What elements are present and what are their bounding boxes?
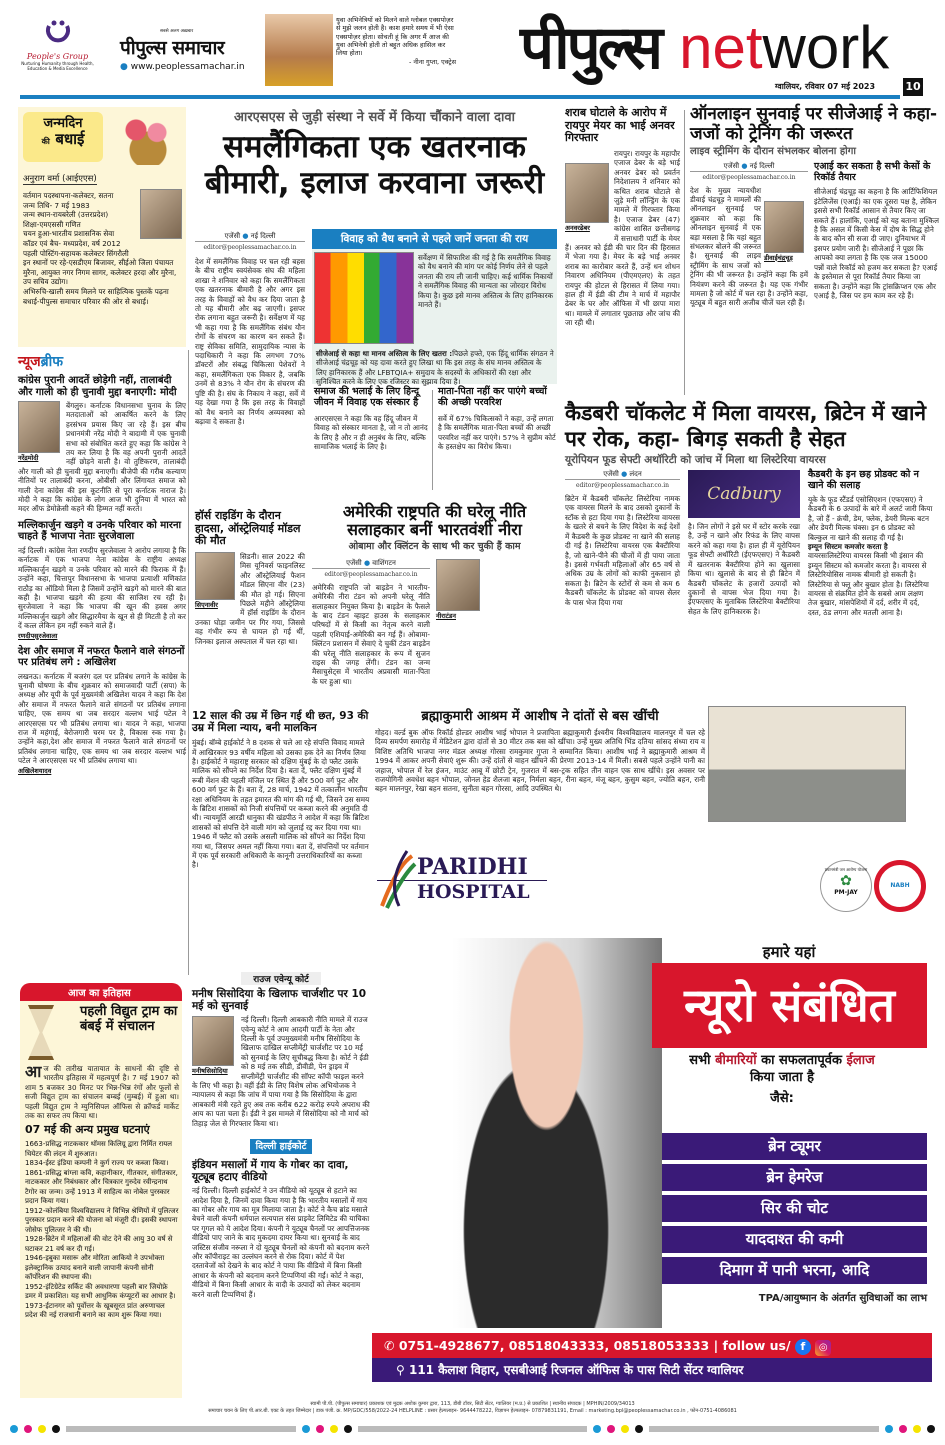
lead-byline: एजेंसी ● नई दिल्ली editor@peoplessamachar.co.in देश में समलैंगिक विवाह पर चल रही बहस के बीच राष्ट्रीय स्वयंसेवक संघ की महिला शाखा ने शनिवार को कहा कि समलैंगिकता एक खतरनाक बीमारी है और अगर इस तरह के विवाहों को वैध कर दिया जाता है तो यह बीमारी और बढ़ जाएगी। इसपर रोक लगाना बहुत जरूरी है। सर्वेक्षण में यह भी कहा गया है कि समलैंगिक संबंध यौन रोगों के संचरण का कारण बन सकते हैं। राष्ट्र सेविका समिति, सामुदायिक न्यास के पदाधिकारी ने कहा कि लगभग 70% डॉक्टरों और संबद्ध चिकित्सा पेशेवरों ने कहा, समलैंगिकता एक विकार है, जबकि उनमें से 83% ने यौन रोग के संचरण की पुष्टि की है। संघ के निकाय ने कहा, सर्वे में यह देखा गया है कि इस तरह के विवाहों को वैध बनाने का निर्णय अव्यवस्था को बढ़ावा दे सकता है। <box>195 232 305 426</box>
page-number: 10 <box>903 78 923 96</box>
woman-headache-photo <box>452 938 662 1328</box>
location-pin-icon: ⚲ <box>396 1363 405 1377</box>
history-body: आज की तारीख यातायात के साधनों की दृष्टि से भारतीय इतिहास में महत्वपूर्ण है। 7 मई 1907 को शाम 5 बजकर 30 मिनट पर भिन्न-भिन्न रंगों और फूलों से सजी विद्युत ट्राम का संचालन बम्बई (मुम्बई) में हुआ था। पहली विद्युत ट्राम ने म्युनिसिपल ऑफिस से क्रॉफर्ड मार्केट तक का सफर तय किया था। <box>25 1062 179 1121</box>
modi-photo <box>18 401 60 453</box>
ad-tagline: सभी बीमारियों का सफलतापूर्वक ईलाज किया जाता है जैसे: <box>689 1053 875 1106</box>
anwar-photo-wrap: अनवरढेबर <box>565 163 611 232</box>
cji-photo-wrap: डीवाईचंद्रचूड़ <box>764 201 808 262</box>
dateline: ग्वालियर, रविवार 07 मई 2023 <box>775 82 876 91</box>
birthday-details: वर्तमान पदस्थापना-कलेक्टर, सतना जन्म तिथि- 7 मई 1983 जन्म स्थान-रायबरेली (उत्तरप्रदेश) शिक्षा-एमएससी गणित चयन हुआ-भारतीय प्रशासनिक सेवा कॉडर एवं बैच- मध्यप्रदेश, वर्ष 2012 पहली पोस्टिंग-सहायक कलेक्टर सिंगरौली इन स्थानों पर रहे-एसडीएम बिजावर, सीईओ जिला पंचायत मुरैना, आयुक्त नगर निगम सागर, कलेक्टर हरदा और मुरैना, उप सचिव उद्योग। अभिरुचि-खाली समय मिलने पर साहित्यिक पुस्तकें पढ़ना बधाई-पीपुल्स समाचार परिवार की ओर से बधाई। <box>23 191 177 306</box>
brief-item: देश और समाज में नफरत फैलाने वाले संगठनों पर प्रतिबंध लगे : अखिलेश लखनऊ। कर्नाटक में बजरंग दल पर प्रतिबंध लगाने के कांग्रेस के चुनावी घोषणा के बीच शुक्रवार को समाजवादी पार्टी (सपा) के अध्यक्ष और यूपी के पूर्व मुख्यमंत्री अखिलेश यादव ने कहा कि देश और समाज में नफरत फैलाने वाले संगठनों पर प्रतिबंध लगाना चाहिए, एक समय था जब सरदार वल्लभ भाई पटेल ने आरएसएस पर भी प्रतिबंध लगाया था। यादव ने कहा, भाजपा राज में महंगाई, बेरोजगारी चरम पर है, विकास रुक गया है। उन्होंने कहा,देश और समाज में नफरत फैलाने वाले संगठनों पर प्रतिबंध लगाना चाहिए, एक समय था जब सरदार वल्लभ भाई पटेल ने आरएसएस पर भी प्रतिबंध लगाया था। अखिलेशयादव <box>18 645 186 775</box>
history-box: आज का इतिहास पहली विद्युत ट्राम का बंबई में संचालन आज की तारीख यातायात के साधनों की दृष्टि से भारतीय इतिहास में महत्वपूर्ण है। 7 मई 1907 को शाम 5 बजकर 30 मिनट पर भिन्न-भिन्न रंगों और फूलों से सजी विद्युत ट्राम का संचालन बम्बई (मुम्बई) में हुआ था। पहली विद्युत ट्राम ने म्युनिसिपल ऑफिस से क्रॉफर्ड मार्केट तक का सफर तय किया था। 07 मई की अन्य प्रमुख घटनाएं 1663-प्रसिद्ध नाटककार थॉमस किलिग्रू द्वारा निर्मित रायल थियेटर की लंदन में शुरुआत। 1834-ईस्ट इंडिया कम्पनी ने कुर्ग राज्य पर कब्जा किया। 1861-प्रसिद्ध बांग्ला कवि, कहानीकार, गीतकार, संगीतकार, नाटककार और निबंधकार और चित्रकार गुरुदेव रवीन्द्रनाथ टैगोर का जन्म। उन्हें 1913 में साहित्य का नोबेल पुरस्कार प्रदान किया गया। 1912-कोलंबिया विश्वविद्यालय ने विभिन्न श्रेणियों में पुलित्जर पुरस्कार प्रदान करने की योजना को मंजूरी दी। इसकी स्थापना जोसेफ पुलित्जर ने की थी। 1928-ब्रिटेन में महिलाओं की वोट देने की आयु 30 वर्ष से घटाकर 21 वर्ष कर दी गई। 1946-इबुका मसारू और मोरिता आकियो ने उपभोक्ता इलेक्ट्रानिक उत्पाद बनाने वाली जापानी कंपनी सोनी कॉर्पोरेशन की स्थापना की। 1952-इंटिग्रेटेड सर्किट की अवधारणा पहली बार जियोफ्रे डमर में प्रकाशित। यह सभी आधुनिक कंप्यूटरों का आधार है। 1973-ईटानगर को पूर्वोत्तर के खूबसूरत प्रांत अरुणाचल प्रदेश की नई राजधानी बनाने का काम शुरू किया गया। <box>20 983 182 1398</box>
siena-photo-wrap: सिएनावीर <box>195 552 237 609</box>
flower-basket-icon <box>118 115 178 165</box>
column-divider <box>684 110 685 395</box>
quote-photo <box>265 14 333 86</box>
sisodia-photo <box>192 1016 234 1066</box>
phone-icon: ✆ <box>384 1338 395 1353</box>
anwar-photo <box>565 163 609 223</box>
ad-contact-bar: ✆ 0751-4928677, 08518043333, 08518053333 | follow us/ f ◎ <box>372 1333 932 1358</box>
instagram-icon[interactable]: ◎ <box>815 1340 831 1356</box>
masthead-title: पीपुल्स network <box>520 13 890 83</box>
group-logo-icon <box>43 18 73 48</box>
neera-photo <box>436 559 480 611</box>
nabh-badge: NABH <box>874 860 926 912</box>
sisodia-story: राउज एवेन्यू कोर्ट मनीष सिसोदिया के खिलाफ चार्जशीट पर 10 मई को सुनवाई मनीषसिसोदिया नई दिल्ली। दिल्ली आबकारी नीति मामले में राउज एवेन्यू कोर्ट ने आम आदमी पार्टी के नेता और दिल्ली के पूर्व उपमुख्यमंत्री मनीष सिसोदिया के खिलाफ दाखिल सप्लीमेंट्री चार्जशीट पर 10 मई को सुनवाई के लिए सूचीबद्ध किया है। कोर्ट ने ईडी को 8 मई तक सीडी, डीवीडी, पेन ड्राइव में सप्लीमेंट्री चार्जशीट की सॉफ्ट कॉपी फाइल करने के लिए भी कहा है। वहीं ईडी के लिए विशेष लोक अभियोजक ने न्यायालय से कहा कि जांच में पाया गया है कि सिसोदिया के द्वारा आबकारी मंत्री रहते हुए अब तक करीब 622 करोड़ रुपये अपराध की आय का पता चला है। ईडी ने इस मामले में सिसोदिया को नौ मार्च को तिहाड़ जेल से गिरफ्तार किया था। <box>192 972 370 1128</box>
lead-sub2: माता-पिता नहीं कर पाएंगे बच्चों की अच्छी परवरिश सर्वे में 67% चिकित्सकों ने कहा, उन्हें लगता है कि समलैंगिक माता-पिता बच्चों की अच्छी परवरिश नहीं कर पाएंगे। 57% ने सुप्रीम कोर्ट के हस्तक्षेप का विरोध किया। <box>438 386 556 452</box>
birthday-title: जन्मदिन की बधाई <box>23 112 103 162</box>
paridhi-hospital-ad: PARIDHI HOSPITAL प्रधानमंत्री जन आरोग्य योजना ✿ PM-JAY NABH हमारे यहां न्यूरो संबंधित सभी बीमारियों का सफलतापूर्वक ईलाज किया जाता है जैसे: ब्रेन ट्यूमर ब्रेन हेमरेज सिर की चोट याददाश्त की कमी दिमाग में पानी भरना, आदि TPA/आयुष्मान के अंतर्गत सुविधाओं का लाभ ✆ 0751-4928677, 08518043333, 08518053333 | follow us/ f ◎ ⚲ 111 कैलाश विहार, एसबीआई रिजनल ऑफिस के पास सिटी सेंटर ग्वालियर <box>372 828 937 1396</box>
column-divider <box>188 350 189 975</box>
cadbury-story: कैडबरी चॉकलेट में मिला वायरस, ब्रिटेन में खाने पर रोक, कहा- बिगड़ सकती है सेहत यूरोपियन फूड सेफ्टी अथॉरिटी को जांच में मिला था लिस्टेरिया वायरस एजेंसी ● लंदन editor@peoplessamachar.co.in ब्रिटेन में कैडबरी चॉकलेट लिस्टेरिया नामक एक वायरस मिलने के बाद उसको दुकानों के स्टॉक से हटा दिया गया है। लिस्टेरिया वायरस के खतरे से बचने के लिए विदेश के कई देशों में कैडबरी के कुछ प्रोडक्ट ना खाने की सलाह दी गई है। लिस्टेरिया वायरस एक बैक्टीरिया है, जो खाने-पीने की चीजों में ही पाया जाता है। इससे गर्भवती महिलाओं और 65 वर्ष से अधिक उम्र के लोगों को काफी नुकसान हो सकता है। ब्रिटेन के स्टोरों से कम से कम 6 कैडबरी चॉकलेट के प्रोडक्ट को वापस सेलर के पास भेज दिया गया Cadbury है। जिन लोगों ने इसे घर में स्टोर करके रखा है, उन्हें न खाने और रिफंड के लिए वापस करने को कहा गया है। हाल ही में यूरोपियन फूड सेफ्टी अथॉरिटी (ईएफएसए) ने कैडबरी में खतरनाक बैक्टीरिया होने का खुलासा किया था। खुलासे के बाद से ही ब्रिटेन में कैडबरी चॉकलेट के हजारों उत्पादों को दुकानों से वापस भेज दिया गया है। ईएफएसए के मुताबिक लिस्टेरिया बैक्टीरिया सेहत के लिए हानिकारक है। कैडबरी के इन छह प्रोडक्ट को न खाने की सलाह यूके के फूड स्टैंडर्ड एसोसिएशन (एफएसए) ने कैडबरी के 6 उत्पादों के बारे में अलर्ट जारी किया है, जो हैं - क्रंची, डेम, फ्लेक, डेयरी मिल्क बटन और डेयरी मिल्क चंक्स। इन 6 प्रोडक्ट को बिल्कुल ना खाने की सलाह दी गई है। इम्यून सिस्टम कमजोर करता है वायरसःलिस्टेरिया वायरस किसी भी इंसान की इम्यून सिस्टम को कमजोर करता है। वायरस से लिस्टेरियोसिस नामक बीमारी हो सकती है। लिस्टेरिया से फ्लू और बुखार होता है। लिस्टेरिया वायरस से संक्रमित होने के सबसे आम लक्षण तेज बुखार, मांसपेशियों में दर्द, शरीर में दर्द, दस्त, ठंड लगना और मतली आना है। <box>565 401 933 617</box>
masthead <box>0 0 945 100</box>
hourglass-icon <box>28 1005 54 1060</box>
cji-photo <box>764 201 804 253</box>
mumbai-story: 12 साल की उम्र में छिन गई थी छत, 93 की उम्र में मिला न्याय, बनी मालकिन मुंबई। बॉम्बे हाईकोर्ट ने 8 दशक से चले आ रहे संपत्ति विवाद मामले में आखिरकार 93 वर्षीय महिला को उसका हक देने का निर्णय लिया है। हाईकोर्ट ने महाराष्ट्र सरकार को दक्षिण मुंबई के दो फ्लैट उसके मालिक को सौंपने का निर्देश दिया है। बता दें, फ्लैट दक्षिण मुंबई में रूबी मेंशन की पहली मंजिल पर स्थित हैं और 500 वर्ग फुट और 600 वर्ग फुट के हैं। बता दें, 28 मार्च, 1942 में तत्कालीन भारतीय रक्षा अधिनियम के तहत इमारत की मांग की गई थी, जिसने उस समय के ब्रिटिश शासकों को निजी संपत्तियों पर कब्जा करने की अनुमति दी थी। न्यायमूर्ति आरडी धानुका की खंडपीठ ने आदेश में कहा कि ब्रिटिश शासकों को संपत्ति देने वाली मांग को जुलाई रद्द कर दिया गया था। 1946 में फ्लैट को उसके असली मालिक को सौंपने का निर्देश दिया गया था, जिसपर अमल नहीं किया गया। बता दें, संपत्तियों पर वर्तमान में एक पूर्व सरकारी अधिकारी के कानूनी उत्तराधिकारियों का कब्जा है। <box>192 710 370 870</box>
brief-item: मल्लिकार्जुन खड़गे व उनके परिवार को मारना चाहते हैं भाजपा नेताः सुरजेवाला नई दिल्ली। कांग्रेस नेता रणदीप सुरजेवाला ने आरोप लगाया है कि कर्नाटक में एक भाजपा नेता कांग्रेस के राष्ट्रीय अध्यक्ष मल्लिकार्जुन खड़गे व उनके परिवार को मारने की फिराक में हैं। उन्होंने कहा, चित्तापुर विधानसभा के भाजपा प्रत्याशी मणिकांत राठौड़ का ऑडियो मिला है जिसमें उन्होंने खड़गे को मारने की बात कही है। भाजपा खड़गे की हत्या की साजिश रच रही है। सुरजेवाला ने कहा कि भाजपा की खून की हवस अगर मल्लिकार्जुन खड़गे और सिद्धारमैया के खून से ही मिटती है तो कर दें कत्ल लेकिन हम नहीं रुकने वाले हैं। रणदीपसुरजेवाला <box>18 519 186 640</box>
birthday-box: जन्मदिन की बधाई अनुराग वर्मा (आईएएस) वर्तमान पदस्थापना-कलेक्टर, सतना जन्म तिथि- 7 मई 1983 जन्म स्थान-रायबरेली (उत्तरप्रदेश) शिक्षा-एमएससी गणित चयन हुआ-भारतीय प्रशासनिक सेवा कॉडर एवं बैच- मध्यप्रदेश, वर्ष 2012 पहली पोस्टिंग-सहायक कलेक्टर सिंगरौली इन स्थानों पर रहे-एसडीएम बिजावर, सीईओ जिला पंचायत मुरैना, आयुक्त नगर निगम सागर, कलेक्टर हरदा और मुरैना, उप सचिव उद्योग। अभिरुचि-खाली समय मिलने पर साहित्यिक पुस्तकें पढ़ना बधाई-पीपुल्स समाचार परिवार की ओर से बधाई। <box>18 107 186 347</box>
modi-photo-wrap: नरेंद्रमोदी <box>18 401 62 462</box>
ad-address-bar: ⚲ 111 कैलाश विहार, एसबीआई रिजनल ऑफिस के पास सिटी सेंटर ग्वालियर <box>372 1358 932 1382</box>
box-note: सीजेआई से कहा था मानव अस्तित्व के लिए खतरा :पिछले हफ्ते, एक हिंदू धार्मिक संगठन ने सीजेआई चंद्रचूड़ को यह दावा करते हुए लिखा था कि इस तरह के संघ मानव अस्तित्व के लिए हानिकारक हैं और LFBTQIA+ समुदाय के सदस्यों के अधिकारों की रक्षा और सुनिश्चित करने के लिए एक रजिस्टर का सुझाव दिया है। <box>316 349 554 387</box>
brief-item: कांग्रेस पुरानी आदतें छोड़ेगी नहीं, तालाबंदी और गाली को ही चुनावी मुद्दा बनाएगी: मोदी नरेंद्रमोदी बेंगलुरु। कर्नाटक विधानसभा चुनाव के लिए मतदाताओं को आकर्षित करने के लिए हरसंभव प्रयास किए जा रहे हैं। इस बीच प्रधानमंत्री नरेंद्र मोदी ने बादामी में एक चुनावी सभा को संबोधित करते हुए कहा कि कांग्रेस ने तय कर लिया है कि वह अपनी पुरानी आदतें नहीं छोड़ने वाली है। वो तुष्टिकरण, तालाबंदी और गाली को ही चुनावी मुद्दा बनाएगी। बीजेपी की गरीब कल्याण नीतियों पर तालाबंदी करना, ओबीसी और लिंगायत समाज को गाली देना कांग्रेस की इस कूटनीति से पूरा कर्नाटक नाराज है। मोदी ने कहा कि कांग्रेस के लोग आज भी दुनिया में भारत को मदर ऑफ डेमोक्रेसी कहने की हिम्मत नहीं करते। <box>18 375 186 514</box>
peoples-group-logo: People's Group Nurturing Humanity through Health, Education & Media Excellence <box>20 18 95 71</box>
website-link[interactable]: ● www.peoplessamachar.in <box>120 62 245 72</box>
neera-story: अमेरिकी राष्ट्रपति की घरेलू नीति सलाहकार बनीं भारतवंशी नीरा ओबामा और क्लिंटन के साथ भी कर चुकी हैं काम एजेंसी ● वाशिंगटन editor@peoplessamachar.co.in अमेरिकी राष्ट्रपति जो बाइडेन ने भारतीय-अमेरिकी नीरा टंडन को अपनी घरेलू नीति सलाहकार नियुक्त किया है। बाइडेन के फैसले के बाद टंडन व्हाइट हाउस के सलाहकार परिषदों में से किसी का नेतृत्व करने वाली पहली एशियाई-अमेरिकी बन गई हैं। ओबामा-क्लिंटन प्रशासन में सेवाएं दे चुकीं टंडन बाइडेन की घरेलू नीति सलाहकार के रूप में सुजन राइस की जगह लेंगी। टंडन का जन्म मैसाचुसेट्स में भारतीय अप्रवासी माता-पिता के घर हुआ था। नीराटंडन <box>312 502 527 686</box>
quote-box: युवा अभिनेत्रियों को मिलने वाले ग्लोबल एक्सपोज़र से मुझे जलन होती है। काश हमारे समय में भी ऐसा एक्सपोज़र होता। सोचती हूं कि अगर मैं आज की युवा अभिनेत्री होती तो बहुत अधिक हासिल कर लिया होता। - नीना गुप्ता, एक्ट्रेस <box>336 16 456 67</box>
header-rule <box>20 95 900 99</box>
cji-story: ऑनलाइन सुनवाई पर सीजेआई ने कहा- जजों को ट्रेनिंग की जरूरत लाइव स्ट्रीमिंग के दौरान संभलकर बोलना होगा एजेंसी ● नई दिल्ली editor@peoplessamachar.co.in डीवाईचंद्रचूड़ देश के मुख्य न्यायधीश डीवाई चंद्रचूड़ ने मामलों की ऑनलाइन सुनवाई पर शुक्रवार को कहा कि ऑनलाइन सुनवाई में एक बड़ा मसला है कि यहां बहुत संभलकर बोलने की जरूरत है। सुनवाई की लाइव स्ट्रीमिंग के साथ जजों को ट्रेनिंग की भी जरूरत है। उन्होंने कहा कि हमें नियंत्रण करने की जरूरत है। यह एक गंभीर मामला है जो कोर्ट में चल रहा है। उन्होंने कहा, यूट्यूब में बहुत सारी अजीब चीजें चल रही हैं। एआई कर सकता है सभी केसों के रिकॉर्ड तैयार सीजेआई चंद्रचूड़ का कहना है कि आर्टिफिशियल इंटेलिजेंस (एआई) का एक दूसरा पक्ष है, लेकिन इससे सभी रिकॉर्ड आसान से तैयार किए जा सकते हैं। हालांकि, एआई को यह बताना मुश्किल है कि असल में किसी केस में दोष के सिद्ध होने के बाद कौन सी सजा दी जाए। दुनियाभर में इसपर प्रयोग जारी है। सीजेआई ने पूछा कि आपको क्या लगता है कि एक जज 15000 पन्नों वाले रिकॉर्ड को हजम कर सकता है? एआई के इस्तेमाल से पूरा रिकॉर्ड तैयार किया जा सकता है। उन्होंने कहा कि ट्रांसक्रिप्शन एक और एआई है, जिस पर हम काम कर रहे हैं। <box>690 104 939 308</box>
pmjay-badge: प्रधानमंत्री जन आरोग्य योजना ✿ PM-JAY <box>820 860 872 912</box>
disease-list: ब्रेन ट्यूमर ब्रेन हेमरेज सिर की चोट याददाश्त की कमी दिमाग में पानी भरना, आदि <box>662 1133 927 1288</box>
paper-brand: सबसे अलग अख़बार पीपुल्स समाचार ● www.peoplessamachar.in <box>120 28 265 72</box>
public-opinion-box: विवाह को वैध बनाने से पहले जानें जनता की राय सर्वेक्षण में सिफारिश की गई है कि समलैंगिक विवाह को वैध बनाने की मांग पर कोई निर्णय लेने से पहले जनता की राय ली जानी चाहिए। कई धार्मिक निकायों ने समलैंगिक विवाह की मान्यता का जोरदार विरोध किया है। कुछ इसे मानव अस्तित्व के लिए हानिकारक मानते हैं। सीजेआई से कहा था मानव अस्तित्व के लिए खतरा :पिछले हफ्ते, एक हिंदू धार्मिक संगठन ने सीजेआई चंद्रचूड़ को यह दावा करते हुए लिखा था कि इस तरह के संघ मानव अस्तित्व के लिए हानिकारक हैं और LFBTQIA+ समुदाय के सदस्यों के अधिकारों की रक्षा और सुनिश्चित करने के लिए एक रजिस्टर का सुझाव दिया है। <box>312 229 557 384</box>
pride-photo <box>314 252 414 344</box>
sisodia-photo-wrap: मनीषसिसोदिया <box>192 1016 238 1075</box>
paridhi-logo: PARIDHI HOSPITAL <box>377 846 547 910</box>
raipur-story: शराब घोटाले के आरोप में रायपुर मेयर का भाई अनवर गिरफ्तार अनवरढेबर रायपुर। रायपुर के महापौर एजाज ढेबर के बड़े भाई अनवर ढेबर को प्रवर्तन निदेशालय ने शनिवार को कथित शराब घोटाले से जुड़े मनी लॉन्ड्रिंग के एक मामले में गिरफ्तार किया है। एजाज ढेबर (47) कांग्रेस शासित छत्तीसगढ़ में सत्ताधारी पार्टी के मेयर हैं। अनवर को ईडी की चार दिन की हिरासत में भेजा गया है। मेयर के बड़े भाई अनवर शराब का कारोबार करते हैं, उन्हें धन शोधन निवारण अधिनियम (पीएमएलए) के तहत रायपुर की होटल से हिरासत में लिया गया। हाल ही में ईडी की टीम ने मार्च में महापौर ढेबर के घर और ऑफिस में भी छापा मारा था। मामले में लगातार पूछताछ और जांच की जा रही थी। <box>565 106 680 328</box>
lead-story: आरएसएस से जुड़ी संस्था ने सर्वे में किया चौंकाने वाला दावा समलैंगिकता एक खतरनाक बीमारी, इलाज करवाना जरूरी <box>204 110 545 201</box>
news-brief: न्यूजब्रीफ कांग्रेस पुरानी आदतें छोड़ेगी नहीं, तालाबंदी और गाली को ही चुनावी मुद्दा बनाएगी: मोदी नरेंद्रमोदी बेंगलुरु। कर्नाटक विधानसभा चुनाव के लिए मतदाताओं को आकर्षित करने के लिए हरसंभव प्रयास किए जा रहे हैं। इस बीच प्रधानमंत्री नरेंद्र मोदी ने बादामी में एक चुनावी सभा को संबोधित करते हुए कहा कि कांग्रेस ने तय कर लिया है कि वह अपनी पुरानी आदतें नहीं छोड़ने वाली है। वो तुष्टिकरण, तालाबंदी और गाली को ही चुनावी मुद्दा बनाएगी। बीजेपी की गरीब कल्याण नीतियों पर तालाबंदी करना, ओबीसी और लिंगायत समाज को गाली देना कांग्रेस की इस कूटनीति से पूरा कर्नाटक नाराज है। मोदी ने कहा कि कांग्रेस के लोग आज भी दुनिया में भारत को मदर ऑफ डेमोक्रेसी कहने की हिम्मत नहीं करते। मल्लिकार्जुन खड़गे व उनके परिवार को मारना चाहते हैं भाजपा नेताः सुरजेवाला नई दिल्ली। कांग्रेस नेता रणदीप सुरजेवाला ने आरोप लगाया है कि कर्नाटक में एक भाजपा नेता कांग्रेस के राष्ट्रीय अध्यक्ष मल्लिकार्जुन खड़गे व उनके परिवार को मारने की फिराक में हैं। उन्होंने कहा, चित्तापुर विधानसभा के भाजपा प्रत्याशी मणिकांत राठौड़ का ऑडियो मिला है जिसमें उन्होंने खड़गे को मारने की बात कही है। भाजपा खड़गे की हत्या की साजिश रच रही है। सुरजेवाला ने कहा कि भाजपा की खून की हवस अगर मल्लिकार्जुन खड़गे और सिद्धारमैया के खून से ही मिटती है तो कर दें कत्ल लेकिन हम नहीं रुकने वाले हैं। रणदीपसुरजेवाला देश और समाज में नफरत फैलाने वाले संगठनों पर प्रतिबंध लगे : अखिलेश लखनऊ। कर्नाटक में बजरंग दल पर प्रतिबंध लगाने के कांग्रेस के चुनावी घोषणा के बीच शुक्रवार को समाजवादी पार्टी (सपा) के अध्यक्ष और यूपी के पूर्व मुख्यमंत्री अखिलेश यादव ने कहा कि देश और समाज में नफरत फैलाने वाले संगठनों पर प्रतिबंध लगाना चाहिए, एक समय था जब सरदार वल्लभ भाई पटेल ने आरएसएस पर भी प्रतिबंध लगाया था। यादव ने कहा, भाजपा राज में महंगाई, बेरोजगारी चरम पर है, विकास रुक गया है। उन्होंने कहा,देश और समाज में नफरत फैलाने वाले संगठनों पर प्रतिबंध लगाना चाहिए, एक समय था जब सरदार वल्लभ भाई पटेल ने आरएसएस पर भी प्रतिबंध लगाया था। अखिलेशयादव <box>18 354 186 775</box>
imprint-footer: स्वामी पी.पी. (पीपुल्स समाचार) प्रकाशक एवं मुद्रक अशोक कुमार द्वारा, 113, डीबी टॉवर, सिटी सेंटर, ग्वालियर (म.प्र.) से प्रकाशित | स्थानीय संपादक | MPHIN/2009/34013 समाचार चयन के लिए पी.आर.बी. एक्ट के तहत जिम्मेदार | डाक पंजी. क्र. MP/GDC/558/2022-24 HELPLINE : प्रसार हेल्पलाइन- 9644478222, विज्ञापन हेल्पलाइन- 07879831191, Email : marketing.bpl@peoplessamachar.co.in , फोन-0751-4086081 <box>208 1401 737 1414</box>
spices-story: दिल्ली हाईकोर्ट इंडियन मसालों में गाय के गोबर का दावा, यूट्यूब हटाए वीडियो नई दिल्ली। दिल्ली हाईकोर्ट ने उन वीडियो को यूट्यूब से हटाने का आदेश दिया है, जिनमें दावा किया गया है कि भारतीय मसालों में गाय का गोबर और गाय का मूत्र मिलाया जाता है। कोर्ट ने कैच ब्रांड मसाले बेचने वाली कंपनी धर्मपाल सत्यपाल संस प्राइवेट लिमिटेड की याचिका पर गूगल को ये आदेश दिया। कंपनी ने यूट्यूब चैनलों पर आपत्तिजनक वीडियो पाए जाने के बाद मुकदमा दायर किया था। सुनवाई के बाद जस्टिस संजीव नरूला ने दो यूट्यूब चैनलों को कंपनी को बदनाम करने और कॉपीराइट का उल्लंघन करने से रोक दिया। कोर्ट में पेश दस्तावेजों को देखने के बाद कोर्ट ने पाया कि वीडियो में बिना किसी आधार के कंपनी को बदनाम करने टिप्पणियां की गईं। कोर्ट ने कहा, वीडियो में बिना किसी आधार के वादी के उत्पादों को लेकर बदनाम करने वाली टिप्पणियां हैं। <box>192 1141 370 1299</box>
history-events: 1663-प्रसिद्ध नाटककार थॉमस किलिग्रू द्वारा निर्मित रायल थियेटर की लंदन में शुरुआत। 1834-ईस्ट इंडिया कम्पनी ने कुर्ग राज्य पर कब्जा किया। 1861-प्रसिद्ध बांग्ला कवि, कहानीकार, गीतकार, संगीतकार, नाटककार और निबंधकार और चित्रकार गुरुदेव रवीन्द्रनाथ टैगोर का जन्म। उन्हें 1913 में साहित्य का नोबेल पुरस्कार प्रदान किया गया। 1912-कोलंबिया विश्वविद्यालय ने विभिन्न श्रेणियों में पुलित्जर पुरस्कार प्रदान करने की योजना को मंजूरी दी। इसकी स्थापना जोसेफ पुलित्जर ने की थी। 1928-ब्रिटेन में महिलाओं की वोट देने की आयु 30 वर्ष से घटाकर 21 वर्ष कर दी गई। 1946-इबुका मसारू और मोरिता आकियो ने उपभोक्ता इलेक्ट्रानिक उत्पाद बनाने वाली जापानी कंपनी सोनी कॉर्पोरेशन की स्थापना की। 1952-इंटिग्रेटेड सर्किट की अवधारणा पहली बार जियोफ्रे डमर में प्रकाशित। यह सभी आधुनिक कंप्यूटरों का आधार है। 1973-ईटानगर को पूर्वोत्तर के खूबसूरत प्रांत अरुणाचल प्रदेश की नई राजधानी बनाने का काम शुरू किया गया। <box>25 1140 179 1320</box>
horse-story: हॉर्स राइडिंग के दौरान हादसा, ऑस्ट्रेलियाई मॉडल की मौत सिएनावीर सिडनी। साल 2022 की मिस यूनिवर्स फाइनलिस्ट और ऑस्ट्रेलियाई फैशन मॉडल सिएना वीर (23) की मौत हो गई। सिएना पिछले महीने ऑस्ट्रेलिया में हॉर्स राइडिंग के दौरान उनका घोड़ा जमीन पर गिर गया, जिससे वह गंभीर रूप से घायल हो गई थीं, जिनका इलाज अस्पताल में चल रहा था। <box>195 509 305 646</box>
center-left-column <box>192 710 370 1299</box>
column-divider <box>432 390 433 490</box>
brahmakumari-story: ब्रह्माकुमारी आश्रम में आशीष ने दांतों से बस खींची गोहद। वर्ल्ड बुक ऑफ रिकॉर्ड होल्डर आशीष भाई भोपाल ने प्रजापिता ब्रह्माकुमारी ईश्वरीय विश्वविद्यालय मालनपुर में चल रहे दिव्य समर्पण समारोह में मेडिटेशन द्वारा दांतों से 30 मीटर तक बस को खींचा। उन्हें मुख्य अतिथि भिंड दतिया सांसद संध्या राय व विशिष्ट अतिथि भाजपा नगर मंडल अध्यक्ष गोरसा रामकुमार गुप्ता ने सम्मानित किया। आशीष भाई ने ब्रह्माकुमारी आश्रम में 1994 में आकर अपनी सेवाएं शुरू की। उन्हें दांतों से वाहन खींचने की प्रेरणा 2013-14 में मिली। सबसे पहले उन्होंने पानी का जहाज, भोपाल में रेल इंजन, माउंट आबू में छोटी ट्रेन, गुजरात में बस-ट्रक सहित तीन वाहन एक साथ खींचे। इस अवसर पर राजयोगिनी अवधेश बहन भोपाल, जोनल हेड शैलजा बहन, निर्मला बहन, रीना बहन, मंजू बहन, कुसुम बहन, ज्योति बहन, रानी बहन मालनपुर, रेखा बहन सतना, सुनीता बहन गोरसा, आदि उपस्थित थे। <box>375 709 705 794</box>
lead-sub1: समाज की भलाई के लिए हिन्दू जीवन में विवाह एक संस्कार है आरएसएस ने कहा कि वह हिंदू जीवन में विवाह को संस्कार मानता है, जो न तो आनंद के लिए है और न ही अनुबंध के लिए, बल्कि सामाजिक भलाई के लिए है। <box>314 386 428 452</box>
left-story-column <box>195 232 305 646</box>
registration-marks <box>10 1424 935 1434</box>
bus-photo <box>708 706 906 822</box>
facebook-icon[interactable]: f <box>795 1339 811 1355</box>
cadbury-photo: Cadbury <box>688 470 800 518</box>
siena-photo <box>195 552 235 600</box>
paridhi-logo-icon <box>377 846 417 910</box>
